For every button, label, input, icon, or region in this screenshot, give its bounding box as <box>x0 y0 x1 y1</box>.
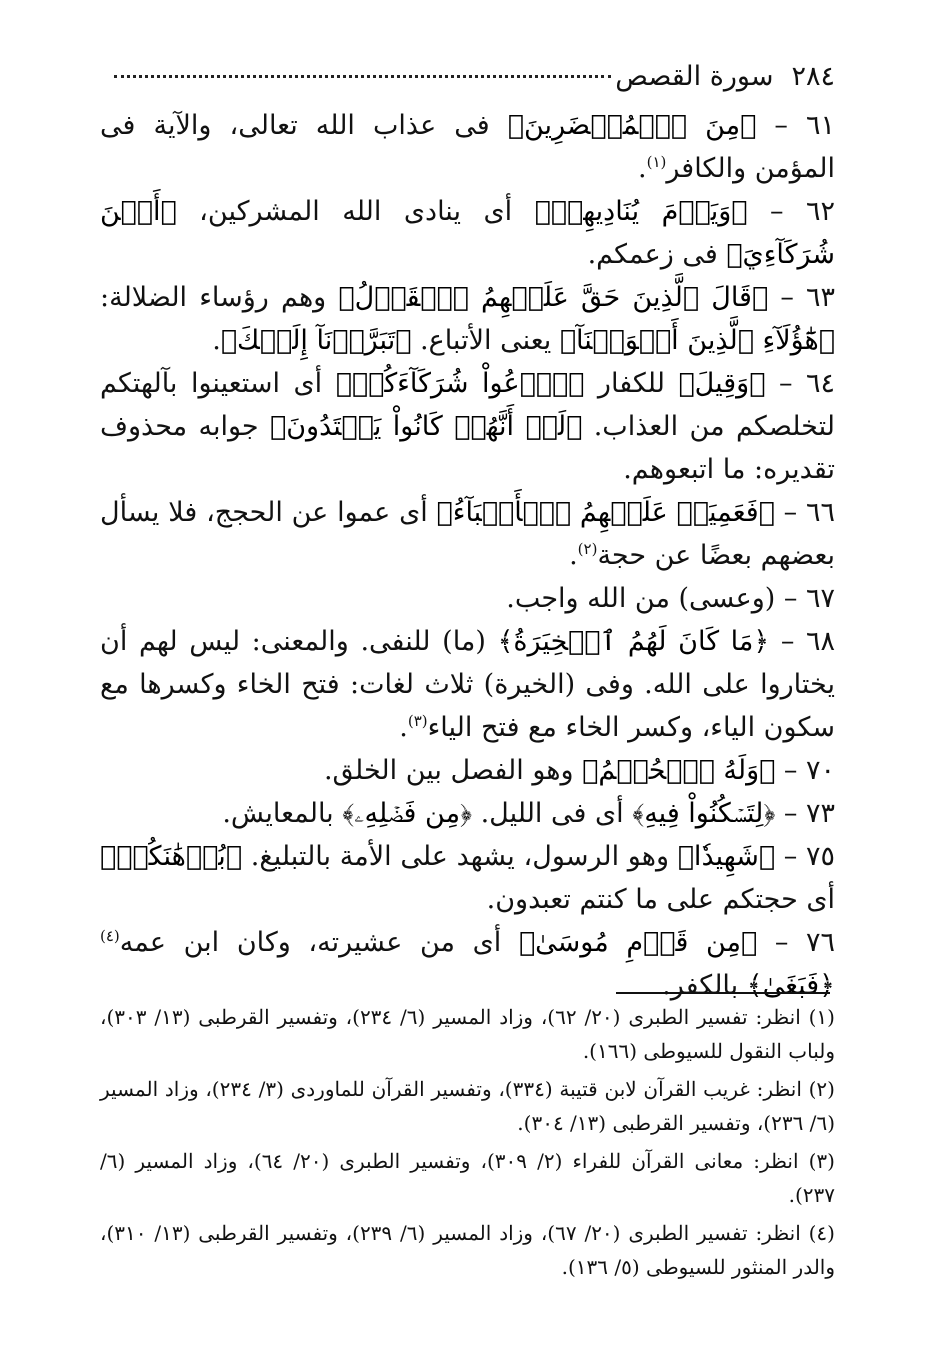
entry-text: يعنى الأتباع. <box>411 325 560 356</box>
quran-quote: ﴿وَيَوۡمَ يُنَادِيهِمۡ﴾ <box>534 196 748 227</box>
quran-quote: ﴿تَبَرَّأۡنَآ إِلَيۡكَ﴾ <box>220 325 412 356</box>
footnote: (٤) انظر: تفسير الطبرى (٢٠/ ٦٧)، وزاد المسير (٦/ ٢٣٩)، وتفسير القرطبى (١٣/ ٣١٠)، والدر المنثور للسيوطى (٥/ ١٣٦). <box>100 1221 835 1279</box>
entry-text: (ما) للنفى. والمعنى: ليس لهم أن يختاروا على الله. وفى (الخيرة) ثلاث لغات: فتح الخاء وكسرها مع سكون الياء، وكسر الخاء مع فتح الياء <box>100 626 835 743</box>
verse-number: ٧٦ – <box>757 927 835 958</box>
quran-quote: ﴿بُرۡهَٰنَكُمۡ﴾ <box>100 841 243 872</box>
entry-text: للكفار <box>584 368 679 399</box>
entry-text: أى فى الليل. <box>472 798 633 829</box>
entry-text: وهو الفصل بين الخلق. <box>323 755 583 786</box>
footnote: (٢) انظر: غريب القرآن لابن قتيبة (٣٣٤)، وتفسير القرآن للماوردى (٣/ ٢٣٤)، وزاد المسير (٦/ ٢٣٦)، وتفسير القرطبى (١٣/ ٣٠٤). <box>100 1077 835 1135</box>
verse-entry <box>100 276 835 362</box>
quran-quote: ﴿مِن فَضۡلِهِۦ﴾ <box>342 798 472 829</box>
surah-title: سورة القصص <box>615 60 774 92</box>
entry-text: أى استعينوا بآلهتكم لتخلصكم من العذاب. <box>100 368 835 442</box>
footnote: (١) انظر: تفسير الطبرى (٢٠/ ٦٢)، وزاد المسير (٦/ ٢٣٤)، وتفسير القرطبى (١٣/ ٣٠٣)، ولباب النقول للسيوطى (١٦٦). <box>100 1005 835 1063</box>
verse-entry <box>100 104 835 190</box>
quran-quote: ﴿مَا كَانَ لَهُمُ ٱلۡخِيَرَةُ﴾ <box>497 626 770 657</box>
verse-number: ٦٨ – <box>769 626 835 657</box>
quran-quote: ﴿مِن قَوۡمِ مُوسَىٰ﴾ <box>518 927 758 958</box>
entry-text: وهو الرسول، يشهد على الأمة بالتبليغ. <box>242 841 678 872</box>
quran-quote: ﴿شَهِيدٗا﴾ <box>677 841 776 872</box>
verse-number: ٦١ – <box>756 110 835 141</box>
footnote-marker: (٣) <box>407 712 428 730</box>
verse-entry <box>100 577 835 620</box>
entry-text: . <box>399 712 408 743</box>
verse-entry <box>100 835 835 921</box>
entry-text: بالكفر. <box>662 970 747 1001</box>
entry-text: . <box>638 153 647 184</box>
quran-quote: ﴿لِتَسۡكُنُواْ فِيهِ﴾ <box>632 798 776 829</box>
footnote-marker: (٢) <box>577 540 598 558</box>
quran-quote: ﴿ٱدۡعُواْ شُرَكَآءَكُمۡ﴾ <box>335 368 585 399</box>
header-leader-dots <box>114 75 611 78</box>
quran-quote: ﴿وَقِيلَ﴾ <box>678 368 766 399</box>
quran-quote: ﴿أَيۡنَ شُرَكَآءِيَ﴾ <box>100 196 835 270</box>
entry-text: وهم رؤساء الضلالة: <box>100 282 339 313</box>
quran-quote: ﴿لَوۡ أَنَّهُمۡ كَانُواْ يَهۡتَدُونَ﴾ <box>270 411 583 442</box>
footnote-marker: (٤) <box>100 927 120 945</box>
entry-text: . <box>569 540 578 571</box>
quran-quote: ﴿وَلَهُ ٱلۡحُكۡمُ﴾ <box>582 755 776 786</box>
quran-quote: ﴿قَالَ ٱلَّذِينَ حَقَّ عَلَيۡهِمُ ٱلۡقَوۡلُ﴾ <box>338 282 769 313</box>
footnote-separator <box>616 992 830 994</box>
verse-number: ٧٥ – <box>775 841 835 872</box>
verse-entry <box>100 362 835 491</box>
entry-text: أى حجتكم على ما كنتم تعبدون. <box>486 884 835 915</box>
footnotes <box>100 1000 835 1288</box>
verse-entry <box>100 190 835 276</box>
verse-entry <box>100 792 835 835</box>
entry-text: أى من عشيرته، وكان ابن عمه <box>119 927 519 958</box>
entry-text: أى ينادى الله المشركين، <box>176 196 535 227</box>
entry-text: جوابه محذوف تقديره: ما اتبعوهم. <box>100 411 835 485</box>
entry-text: . <box>212 325 221 356</box>
verse-entry <box>100 921 835 1007</box>
quran-quote: ﴿فَبَغَىٰ﴾ <box>746 970 835 1001</box>
verse-entry <box>100 491 835 577</box>
quran-quote: ﴿مِنَ ٱلۡمُحۡضَرِينَ﴾ <box>507 110 757 141</box>
quran-quote: ﴿فَعَمِيَتۡ عَلَيۡهِمُ ٱلۡأَنۢبَآءُ﴾ <box>436 497 775 528</box>
entry-text: فى زعمكم. <box>587 239 727 270</box>
verse-number: ٦٧ – <box>775 583 835 614</box>
verse-entry <box>100 749 835 792</box>
entry-text: أى عموا عن الحجج، فلا يسأل بعضهم بعضًا عن حجة <box>100 497 835 571</box>
verse-number: ٦٢ – <box>747 196 836 227</box>
entry-text: (وعسى) من الله واجب. <box>506 583 776 614</box>
verse-number: ٧٠ – <box>775 755 835 786</box>
entry-text: بالمعايش. <box>222 798 343 829</box>
verse-number: ٦٤ – <box>765 368 835 399</box>
quran-quote: ﴿هَٰٓؤُلَآءِ ٱلَّذِينَ أَغۡوَيۡنَآ﴾ <box>559 325 835 356</box>
commentary-body <box>100 104 835 1007</box>
verse-number: ٦٣ – <box>768 282 835 313</box>
footnote: (٣) انظر: معانى القرآن للفراء (٢/ ٣٠٩)، وتفسير الطبرى (٢٠/ ٦٤)، وزاد المسير (٦/ ٢٣٧). <box>100 1149 835 1207</box>
verse-number: ٧٣ – <box>775 798 835 829</box>
page-header <box>100 56 835 96</box>
page-number: ٢٨٤ <box>791 60 835 92</box>
verse-entry <box>100 620 835 749</box>
verse-number: ٦٦ – <box>774 497 836 528</box>
footnote-marker: (١) <box>646 153 667 171</box>
entry-text: فى عذاب الله تعالى، والآية فى المؤمن والكافر <box>100 110 835 184</box>
